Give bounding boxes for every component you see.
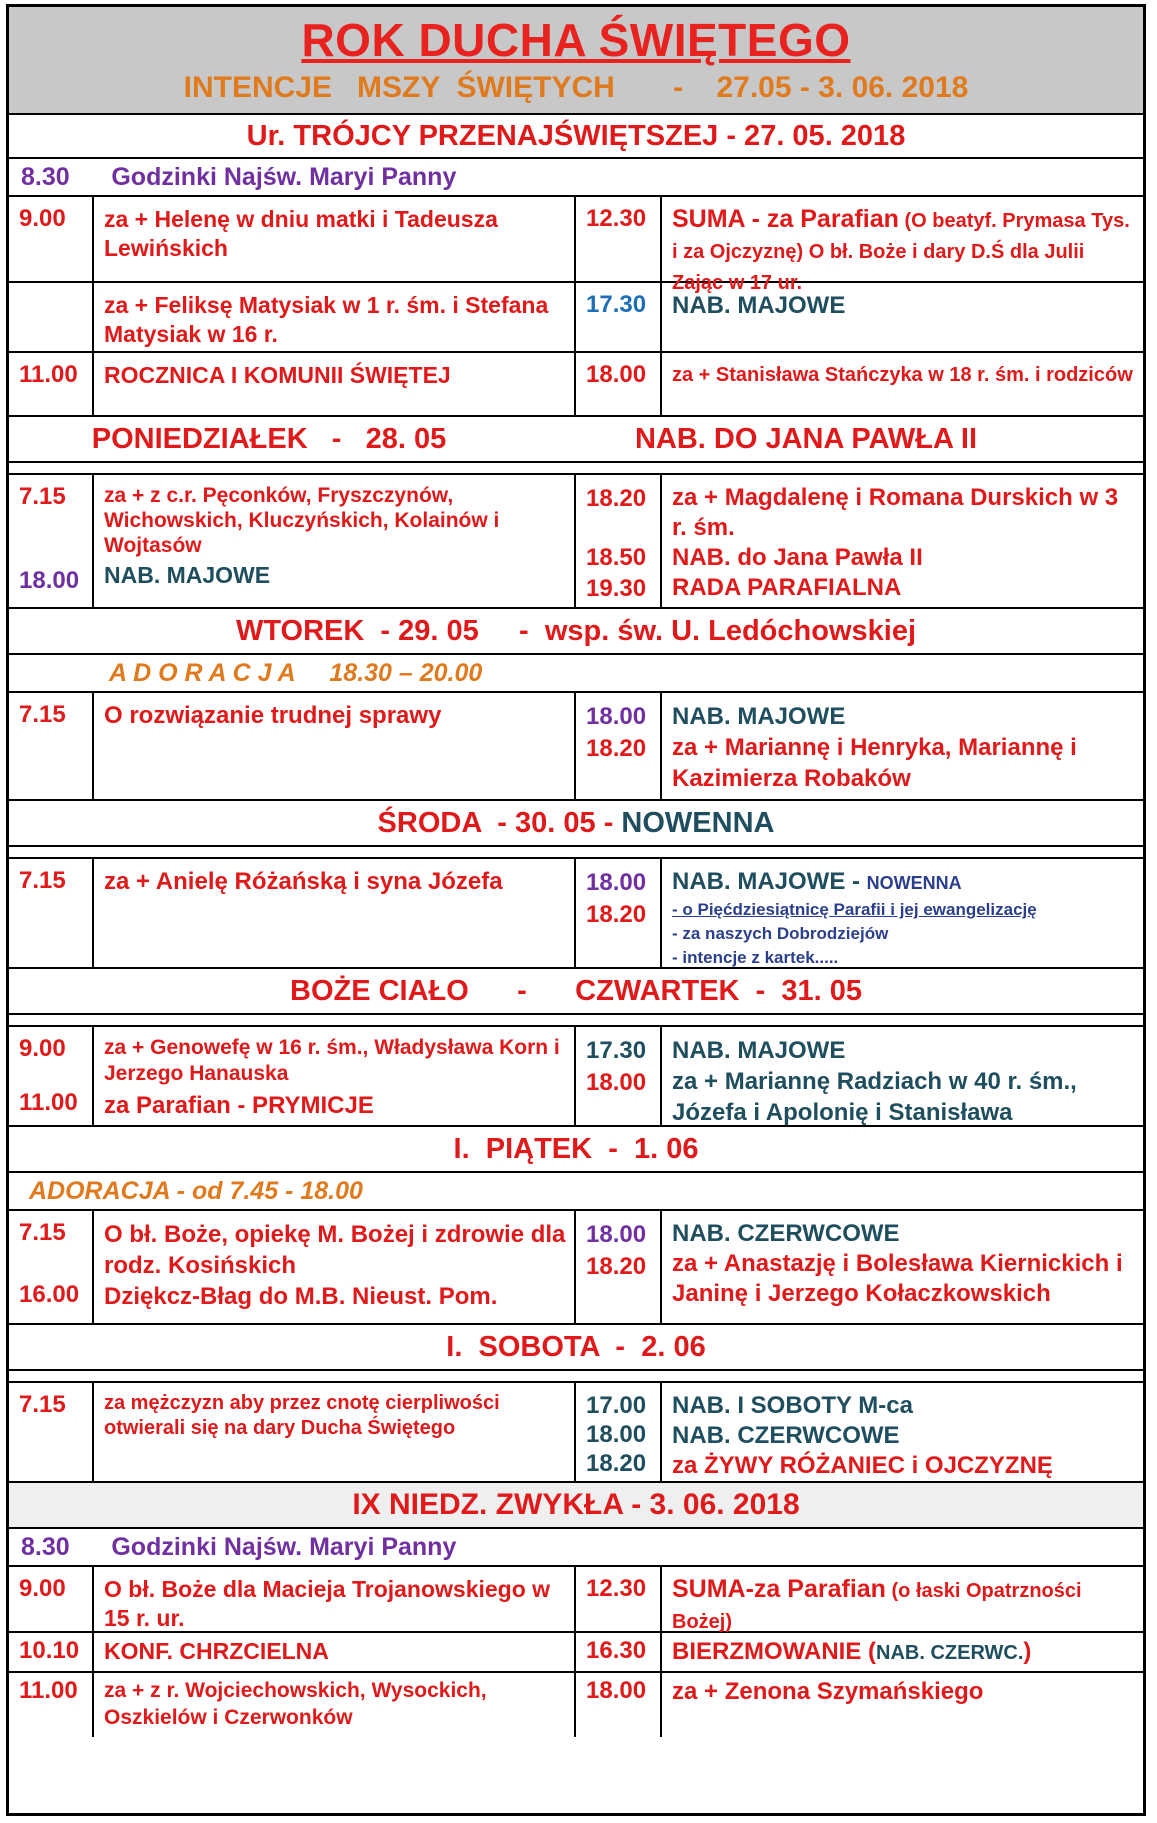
day-heading: BOŻE CIAŁO - CZWARTEK - 31. 05 [290,975,862,1007]
time: 7.15 [9,859,94,967]
table-row [9,1671,1143,1737]
time: 18.20 [586,901,647,928]
day-heading: PONIEDZIAŁEK - 28. 05 NAB. DO JANA PAWŁA II [91,423,978,455]
time: 8.30 [21,1533,70,1561]
section-tuesday [9,607,1143,799]
sheet-header [9,7,1143,115]
table-row [9,351,1143,415]
page-subtitle: INTENCJE MSZY ŚWIĘTYCH - 27.05 - 3. 06. 2018 [183,71,969,104]
time: 16.30 [576,1633,662,1671]
intention: za + z r. Wojciechowskich, Wysockich, Oszkielów i Czerwonków [94,1673,576,1737]
time: 17.00 [586,1392,647,1419]
intention: O bł. Boże dla Macieja Trojanowskiego w 15 r. ur. [94,1567,576,1631]
time: 19.30 [586,575,647,602]
time: 17.30 [576,283,662,351]
table-row [9,281,1143,351]
time: 18.20 [586,1450,647,1477]
intention: BIERZMOWANIE (NAB. CZERWC.) [672,1638,1032,1665]
intentions-sheet [6,4,1146,1816]
table-row [9,197,1143,294]
mass-table [9,1565,1143,1737]
time: 12.30 [576,1567,662,1631]
mass-table [9,857,1143,967]
intention: Dziękcz-Błag do M.B. Nieust. Pom. [104,1283,498,1310]
intention: za ŻYWY RÓŻANIEC i OJCZYZNĘ [672,1452,1053,1479]
godzinki-row [9,1527,1143,1565]
mass-table [9,473,1143,607]
intention: NAB. CZERWCOWE [672,1422,900,1449]
time: 11.00 [9,353,94,415]
intention: SUMA-za Parafian (o łaski Opatrzności Bożej) [672,1575,1082,1633]
intention: za mężczyzn aby przez cnotę cierpliwości otwierali się na dary Ducha Świętego [94,1383,576,1481]
section-monday [9,415,1143,607]
intention: za + Helenę w dniu matki i Tadeusza Lewińskich [94,197,576,281]
time: 18.00 [586,1221,647,1248]
time: 18.00 [576,353,662,415]
intention: O rozwiązanie trudnej sprawy [94,693,576,799]
section-saturday [9,1323,1143,1481]
time: 18.00 [586,1421,647,1448]
page-title: ROK DUCHA ŚWIĘTEGO [301,14,851,66]
intention: NAB. MAJOWE - NOWENNA [672,868,962,895]
section-sunday-3 [9,1481,1143,1737]
table-row [9,1631,1143,1671]
time: 11.00 [19,1089,78,1116]
mass-table [9,1025,1143,1125]
time: 9.00 [9,197,94,281]
time: 18.20 [586,1253,647,1280]
table-row [9,859,1143,967]
day-heading: WTOREK - 29. 05 - wsp. św. U. Ledóchowskiej [235,615,917,647]
table-row [9,1211,1143,1323]
time: 18.50 [586,544,647,571]
time: 9.00 [9,1567,94,1631]
time: 16.00 [19,1281,80,1308]
day-heading: ŚRODA - 30. 05 - NOWENNA [377,807,775,839]
mass-table [9,1381,1143,1481]
time: 10.10 [9,1633,94,1671]
intention: RADA PARAFIALNA [672,574,902,601]
intention: za + z c.r. Pęconków, Fryszczynów, Wichowskich, Kluczyńskich, Kolainów i Wojtasów [104,484,500,557]
intention: O bł. Boże, opiekę M. Bożej i zdrowie dla rodz. Kosińskich [104,1221,566,1279]
intention: za + Feliksę Matysiak w 1 r. śm. i Stefana Matysiak w 16 r. [94,283,576,351]
intention: NAB. CZERWCOWE [672,1220,900,1247]
intention: SUMA - za Parafian (O beatyf. Prymasa Tys. i za Ojczyznę) O bł. Boże i dary D.Ś dla Julii Zając w 17 ur. [672,205,1130,294]
section-wednesday [9,799,1143,967]
intention: NAB. MAJOWE [104,562,271,588]
day-heading: I. PIĄTEK - 1. 06 [453,1133,699,1165]
time: 7.15 [19,1219,66,1246]
day-heading: IX NIEDZ. ZWYKŁA - 3. 06. 2018 [9,1483,1143,1527]
intention: za + Stanisława Stańczyka w 18 r. śm. i rodziców [672,364,1133,386]
time: 8.30 [21,163,70,191]
table-row [9,1383,1143,1481]
intention: Godzinki Najśw. Maryi Panny [111,163,457,191]
day-heading: I. SOBOTA - 2. 06 [446,1331,706,1363]
time: 17.30 [586,1037,647,1064]
intention: za Parafian - PRYMICJE [104,1092,374,1119]
intention: za + Genowefę w 16 r. śm., Władysława Korn i Jerzego Hanauska [104,1036,560,1085]
table-row [9,693,1143,799]
section-sunday-27 [9,115,1143,415]
time: 18.00 [586,869,647,896]
intention: za + Magdalenę i Romana Durskich w 3 r. śm. [672,484,1119,541]
section-thursday [9,967,1143,1125]
intention: za + Anielę Różańską i syna Józefa [94,859,576,967]
intention: NAB. I SOBOTY M-ca [672,1392,913,1419]
mass-table [9,1209,1143,1323]
intention: NAB. MAJOWE [672,292,846,319]
time: 18.20 [586,735,647,762]
time: 18.00 [586,1069,647,1096]
time: 12.30 [576,197,662,281]
intention: Godzinki Najśw. Maryi Panny [111,1533,457,1561]
time: 7.15 [19,483,66,510]
intention: NAB. MAJOWE [672,1037,846,1064]
intention: za + Mariannę i Henryka, Mariannę i Kazimierza Robaków [672,734,1077,792]
time: 7.15 [9,1383,94,1481]
time: 9.00 [19,1035,66,1062]
novena-item: - intencje z kartek..... [672,948,839,967]
adoration-note: A D O R A C J A 18.30 – 20.00 [9,653,1143,691]
table-row [9,475,1143,607]
intention: KONF. CHRZCIELNA [94,1633,576,1671]
intention: NAB. MAJOWE [672,703,846,730]
time: 18.00 [586,703,647,730]
novena-item: - o Pięćdziesiątnicę Parafii i jej ewangelizację [672,900,1037,919]
adoration-note: ADORACJA - od 7.45 - 18.00 [9,1171,1143,1209]
godzinki-row [9,157,1143,195]
intention: za + Mariannę Radziach w 40 r. śm., Józefa i Apolonię i Stanisława [672,1068,1077,1126]
time: 7.15 [9,693,94,799]
table-row [9,1567,1143,1631]
section-friday [9,1125,1143,1323]
time: 18.00 [19,567,80,594]
intention: za + Zenona Szymańskiego [672,1678,984,1705]
table-row [9,1027,1143,1125]
intention: NAB. do Jana Pawła II [672,544,923,571]
novena-item: - za naszych Dobrodziejów [672,924,889,943]
time: 18.00 [576,1673,662,1737]
intention: za + Anastazję i Bolesława Kiernickich i Janinę i Jerzego Kołaczkowskich [672,1250,1123,1307]
mass-table [9,195,1143,415]
intention: ROCZNICA I KOMUNII ŚWIĘTEJ [94,353,576,415]
time: 11.00 [9,1673,94,1737]
day-heading: Ur. TRÓJCY PRZENAJŚWIĘTSZEJ - 27. 05. 2018 [246,120,906,152]
mass-table [9,691,1143,799]
time: 18.20 [586,485,647,512]
